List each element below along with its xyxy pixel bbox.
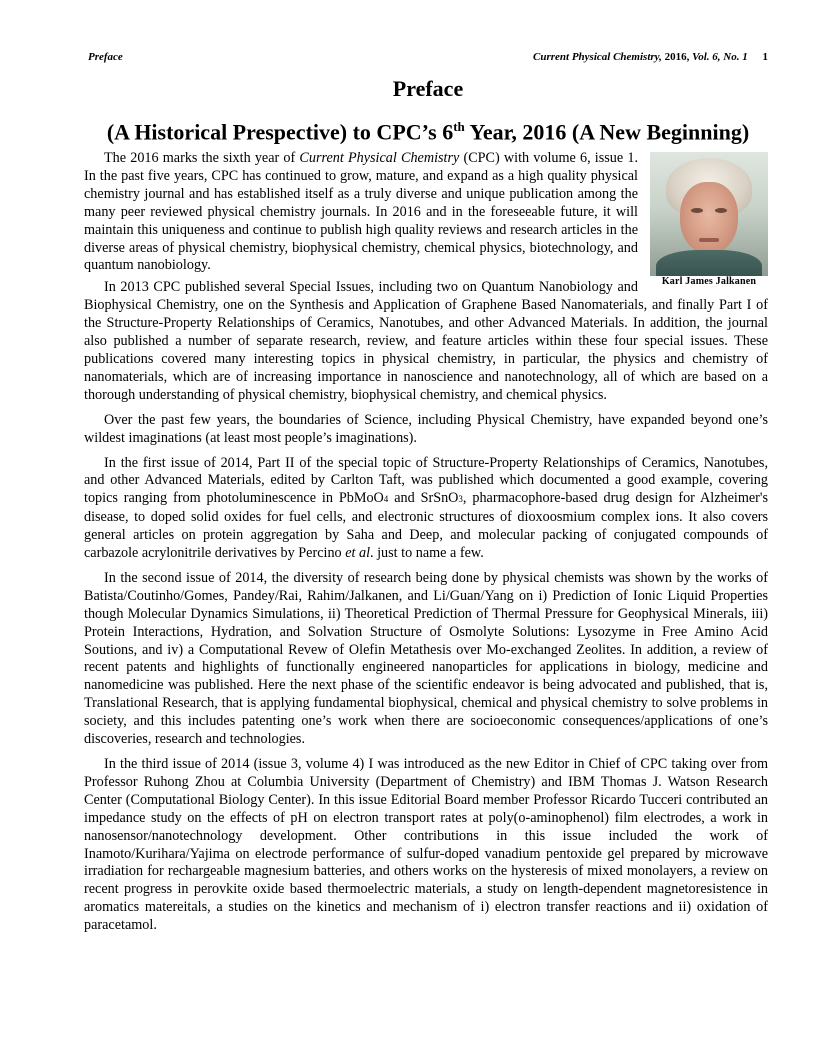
author-photo bbox=[650, 152, 768, 276]
journal-name: Current Physical Chemistry, bbox=[533, 51, 662, 63]
paragraph-4: In the first issue of 2014, Part II of the special topic of Structure-Property Relationships of Ceramics, Nanotubes, and other Advanced Materials, edited by Carlton Taft, was published which documented a good example, covering topics ranging from photoluminescence in PbMoO4 and SrSnO3, pharmacophore-based drug design for Alzheimer's disease, to doped solid oxides for fuel cells, and electronic structures of dioxoosmium complex ions. It also covers general articles on protein aggregation by Saha and Deep, and molecular packing of conjugated compounds of carbazole acrylonitrile derivatives by Percino et al. just to name a few. bbox=[84, 454, 768, 562]
section-label: Preface bbox=[88, 51, 123, 63]
paragraph-1: The 2016 marks the sixth year of Current Physical Chemistry (CPC) with volume 6, issue 1. In the past five years, CPC has continued to grow, mature, and expand as a high quality physical chemistry journal and has established itself as a truly diverse and unique publication among the many peer reviewed physical chemistry journals. In 2016 and in the foreseeable future, it will maintain this uniqueness and continue to publish high quality reviews and research articles in the diverse areas of physical chemistry, biophysical chemistry, chemical physics, biotechnology, and quantum nanobiology. bbox=[84, 150, 638, 274]
subscript-4: 4 bbox=[383, 494, 389, 505]
paragraph-2: In 2013 CPC published several Special Issues, including two on Quantum Nanobiology and Biophysical Chemistry, one on the Synthesis and Application of Graphene Based Nanomaterials, and finally Part I of the Structure-Property Relationships of Ceramics, Nanotubes, and other Advanced Materials. In addition, the journal also published a number of separate research, review, and feature articles within these four special issues. These publications covered many interesting topics in physical chemistry, in particular, the physics and chemistry of nanomaterials, which are of increasing importance in nanoscience and nanotechnology, all of which are based on a thorough understanding of physical chemistry, biophysical chemistry, and chemical physics. bbox=[84, 279, 768, 403]
subtitle-superscript: th bbox=[453, 119, 465, 134]
journal-citation bbox=[533, 51, 768, 63]
page-number: 1 bbox=[762, 51, 768, 63]
author-photo-block bbox=[650, 152, 768, 288]
journal-volume: Vol. 6, No. 1 bbox=[692, 51, 748, 63]
subtitle-start: (A Historical Prespective) to CPC’s 6 bbox=[106, 119, 454, 145]
paragraph-5: In the second issue of 2014, the diversity of research being done by physical chemists was shown by the works of Batista/Coutinho/Gomes, Pandey/Rai, Rahim/Jalkanen, and Li/Guan/Yang on i) Prediction of Ionic Liquid Properties though Molecular Dynamics Simulations, ii) Theoretical Prediction of Thermal Pressure for Geophysical Minerals, iii) Protein Interactions, Hydration, and Solvation Structure of Osmolyte Solutions: Lysozyme in Free Amino Acid Soutions, and iv) a Computational Revew of Olefin Metathesis over Mo-exchanged Zeolites. In addition, a review of recent patents and highlights of functionally engineered nanoparticles for applications in biology, medicine and nanomedicine was published. Here the next phase of the scientific endeavor is being advocated and published, that is, Translational Research, that is applying fundamental biophysical, chemical and physical chemistry to solve problems in society, and this includes patenting one’s work when there are socioeconomic consequences/applications of one’s discoveries, research and technologies. bbox=[84, 569, 768, 748]
subtitle-end: Year, 2016 (A New Beginning) bbox=[464, 119, 750, 145]
subscript-3: 3 bbox=[458, 494, 463, 505]
page-title: Preface bbox=[392, 76, 464, 101]
journal-year: 2016, bbox=[664, 51, 690, 63]
journal-title-italic: Current Physical Chemistry bbox=[299, 150, 460, 166]
page-subtitle bbox=[0, 114, 816, 145]
article-body bbox=[84, 150, 768, 942]
et-al-italic: et al bbox=[345, 545, 371, 562]
paragraph-3: Over the past few years, the boundaries of Science, including Physical Chemistry, have expanded beyond one’s wildest imaginations (at least most people’s imaginations). bbox=[84, 411, 768, 446]
author-photo-caption: Karl James Jalkanen bbox=[661, 276, 757, 287]
paragraph-6: In the third issue of 2014 (issue 3, volume 4) I was introduced as the new Editor in Chief of CPC taking over from Professor Ruhong Zhou at Columbia University (Department of Chemistry) and IBM Thomas J. Watson Research Center (Computational Biology Center). In this issue Editorial Board member Professor Ricardo Tucceri contributed an impedance study on the effects of pH on electron transport rates at poly(o-aminophenol) film electrodes, a work in nanosensor/nanotechnology development. Other contributions in this issue included the work of Inamoto/Kurihara/Yajima on electrode performance of sulfur-doped vanadium pentoxide gel prepared by microwave irradiation for rechargeable magnesium batteries, and others works on the hysteresis of mixed monolayers, a review on recent progress in perovkite oxide based thermoelectric materials, a study on length-dependent magnetoresistence in aromatics matereitals, a studies on the kinetics and mechanism of i) electron transfer reactions and ii) oxidation of paracetamol. bbox=[84, 756, 768, 934]
